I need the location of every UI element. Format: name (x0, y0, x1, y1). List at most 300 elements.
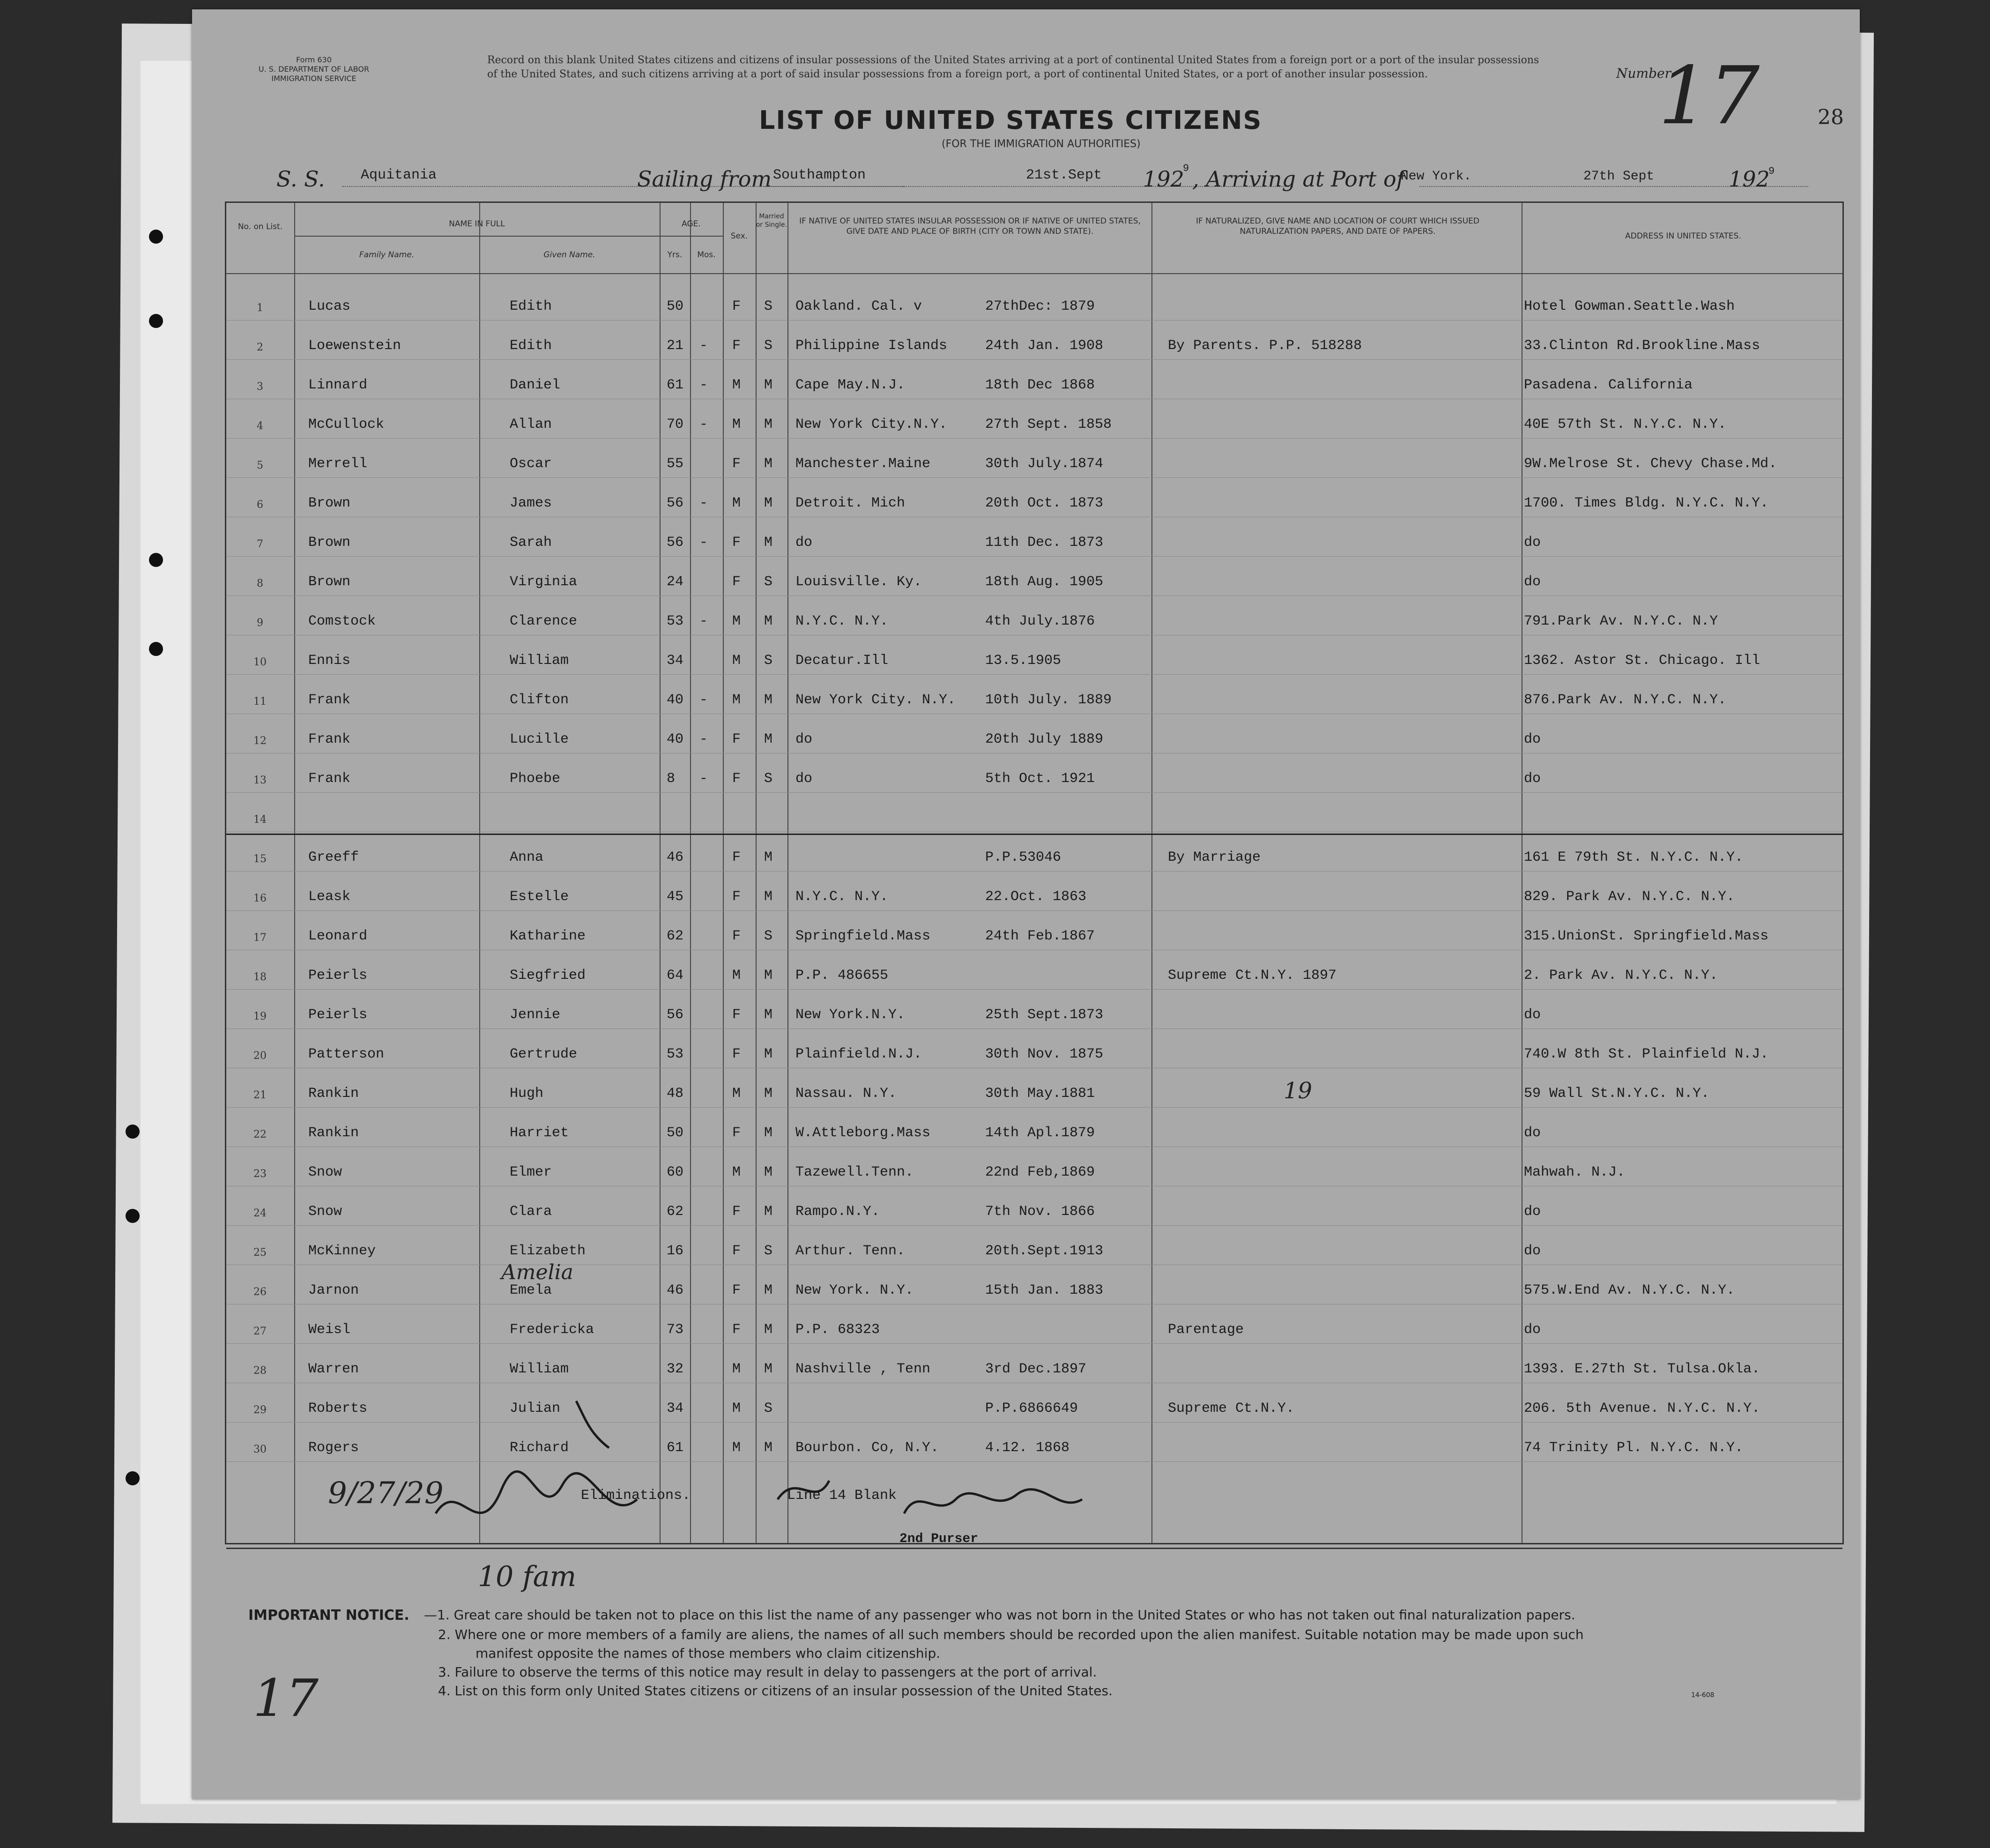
given-name: James (510, 495, 552, 511)
birth-place: New York.N.Y. (795, 1007, 906, 1023)
birth-place: Oakland. Cal. v (795, 298, 922, 314)
given-name: Harriet (510, 1125, 569, 1141)
age-years: 60 (667, 1164, 684, 1180)
arriving-label: , Arriving at Port of (1192, 166, 1404, 192)
given-name: Anna (510, 849, 544, 865)
birth-place: Nashville , Tenn (795, 1361, 931, 1377)
marital-status: M (764, 417, 773, 432)
given-name: Sarah (510, 535, 552, 551)
given-name: Clarence (510, 613, 578, 629)
marital-status: M (764, 968, 773, 984)
family-name: Loewenstein (308, 338, 401, 354)
birth-place: N.Y.C. N.Y. (795, 889, 889, 905)
row-rule (226, 792, 1842, 793)
family-name: Snow (308, 1164, 342, 1180)
birth-date: 27th Sept. 1858 (985, 417, 1112, 432)
row-rule (226, 1461, 1842, 1462)
marital-status: M (764, 731, 773, 747)
row-number: 30 (253, 1444, 267, 1455)
given-name: Phoebe (510, 771, 561, 787)
number-value: 17 (1658, 50, 1760, 142)
voyage-line (276, 163, 1846, 194)
age-months: - (699, 495, 708, 511)
ship-name: Aquitania (361, 167, 437, 183)
handwritten-amelia: Amelia (501, 1260, 573, 1284)
family-name: Peierls (308, 1007, 368, 1023)
row-number: 14 (253, 814, 267, 826)
family-name: Greeff (308, 849, 359, 865)
given-name: Jennie (510, 1007, 561, 1023)
birth-date: P.P.6866649 (985, 1401, 1078, 1416)
handwritten-17: 17 (253, 1668, 319, 1728)
birth-date: 30th July.1874 (985, 456, 1104, 472)
notice-3: 3. Failure to observe the terms of this notice may result in delay to passengers at the port of arrival. (438, 1664, 1097, 1680)
row-number: 26 (253, 1286, 267, 1298)
notice-2b: manifest opposite the names of those members who claim citizenship. (475, 1646, 941, 1661)
birth-date: 14th Apl.1879 (985, 1125, 1095, 1141)
year-digit: 9 (1183, 163, 1189, 174)
age-years: 16 (667, 1243, 684, 1259)
col-no: No. on List. (238, 222, 283, 231)
family-name: Merrell (308, 456, 368, 472)
row-rule (226, 1422, 1842, 1423)
age-months: - (699, 731, 708, 747)
marital-status: M (764, 1046, 773, 1062)
age-years: 56 (667, 1007, 684, 1023)
address: 40E 57th St. N.Y.C. N.Y. (1524, 417, 1727, 432)
family-name: Lucas (308, 298, 351, 314)
family-name: Patterson (308, 1046, 385, 1062)
eliminations-label: Eliminations. (581, 1488, 691, 1504)
birth-place: Manchester.Maine (795, 456, 931, 472)
age-years: 46 (667, 1282, 684, 1298)
family-name: Leask (308, 889, 351, 905)
family-name: Brown (308, 495, 351, 511)
family-name: Ennis (308, 653, 351, 669)
birth-place: Decatur.Ill (795, 653, 889, 669)
row-rule (226, 1028, 1842, 1029)
address: 575.W.End Av. N.Y.C. N.Y. (1524, 1282, 1735, 1298)
page-title: LIST OF UNITED STATES CITIZENS (759, 105, 1262, 135)
col-yrs: Yrs. (667, 250, 683, 260)
given-name: Hugh (510, 1086, 544, 1102)
given-name: Julian (510, 1401, 561, 1416)
row-number: 12 (253, 735, 267, 747)
sex: F (732, 1322, 741, 1338)
row-number: 1 (257, 302, 263, 314)
col-name-in-full: NAME IN FULL (449, 219, 505, 229)
address: 791.Park Av. N.Y.C. N.Y (1524, 613, 1718, 629)
purser-label: 2nd Purser (899, 1532, 979, 1546)
page-corner-number: 28 (1818, 105, 1844, 129)
family-name: Warren (308, 1361, 359, 1377)
sex: M (732, 692, 741, 708)
family-name: Roberts (308, 1401, 368, 1416)
col-mos: Mos. (697, 250, 716, 260)
row-rule (226, 359, 1842, 360)
birth-date: 15th Jan. 1883 (985, 1282, 1104, 1298)
age-years: 40 (667, 731, 684, 747)
birth-date: 20th.Sept.1913 (985, 1243, 1104, 1259)
age-years: 55 (667, 456, 684, 472)
age-years: 62 (667, 928, 684, 944)
punch-hole (149, 553, 163, 567)
address: 1700. Times Bldg. N.Y.C. N.Y. (1524, 495, 1769, 511)
age-years: 34 (667, 1401, 684, 1416)
address: 1362. Astor St. Chicago. Ill (1524, 653, 1760, 669)
birth-date: 20th July 1889 (985, 731, 1104, 747)
row-number: 10 (253, 656, 267, 668)
birth-date: 18th Aug. 1905 (985, 574, 1104, 590)
age-years: 53 (667, 613, 684, 629)
col-married: Married or Single. (756, 213, 787, 229)
port-from: Southampton (773, 167, 866, 183)
marital-status: M (764, 456, 773, 472)
birth-date: 4.12. 1868 (985, 1440, 1070, 1456)
birth-place: Louisville. Ky. (795, 574, 922, 590)
given-name: Elmer (510, 1164, 552, 1180)
punch-hole (149, 642, 163, 656)
family-name: Peierls (308, 968, 368, 984)
address: 74 Trinity Pl. N.Y.C. N.Y. (1524, 1440, 1744, 1456)
sex: M (732, 1440, 741, 1456)
sail-date: 21st.Sept (1026, 167, 1102, 183)
given-name: Lucille (510, 731, 569, 747)
family-name: Comstock (308, 613, 376, 629)
age-months: - (699, 377, 708, 393)
address: 33.Clinton Rd.Brookline.Mass (1524, 338, 1760, 354)
age-years: 24 (667, 574, 684, 590)
marital-status: M (764, 849, 773, 865)
notice-label: IMPORTANT NOTICE. (248, 1607, 409, 1624)
sex: M (732, 1401, 741, 1416)
birth-place: New York. N.Y. (795, 1282, 914, 1298)
birth-place: Rampo.N.Y. (795, 1204, 880, 1220)
birth-place: Nassau. N.Y. (795, 1086, 897, 1102)
marital-status: M (764, 1440, 773, 1456)
address: do (1524, 1322, 1541, 1338)
year-prefix: 192 (1143, 166, 1184, 192)
family-name: Frank (308, 692, 351, 708)
address: 315.UnionSt. Springfield.Mass (1524, 928, 1769, 944)
sex: F (732, 535, 741, 551)
age-years: 50 (667, 1125, 684, 1141)
row-number: 24 (253, 1207, 267, 1219)
age-months: - (699, 338, 708, 354)
sex: F (732, 298, 741, 314)
marital-status: M (764, 495, 773, 511)
family-name: Frank (308, 731, 351, 747)
row-number: 22 (253, 1129, 267, 1140)
marital-status: M (764, 535, 773, 551)
row-rule (226, 1343, 1842, 1344)
row-number: 9 (257, 617, 263, 629)
family-name: McCullock (308, 417, 385, 432)
handwritten-10-fam: 10 fam (478, 1560, 577, 1593)
sex: M (732, 653, 741, 669)
sex: F (732, 731, 741, 747)
given-name: Gertrude (510, 1046, 578, 1062)
birth-place: Arthur. Tenn. (795, 1243, 906, 1259)
row-rule (226, 910, 1842, 911)
row-rule (226, 674, 1842, 675)
col-naturalized: IF NATURALIZED, GIVE NAME AND LOCATION OF COURT WHICH ISSUED NATURALIZATION PAPERS, AND DATE OF PAPERS. (1195, 216, 1479, 236)
port-to: New York. (1401, 169, 1472, 184)
col-family: Family Name. (359, 250, 415, 260)
address: 876.Park Av. N.Y.C. N.Y. (1524, 692, 1727, 708)
marital-status: M (764, 1086, 773, 1102)
family-name: Linnard (308, 377, 368, 393)
age-years: 61 (667, 377, 684, 393)
birth-date: 7th Nov. 1866 (985, 1204, 1095, 1220)
age-months: - (699, 613, 708, 629)
age-years: 62 (667, 1204, 684, 1220)
birth-date: 13.5.1905 (985, 653, 1062, 669)
address: do (1524, 1243, 1541, 1259)
sex: F (732, 338, 741, 354)
row-number: 17 (253, 932, 267, 944)
naturalization: Parentage (1168, 1322, 1244, 1338)
given-name: Edith (510, 298, 552, 314)
age-years: 61 (667, 1440, 684, 1456)
address: 1393. E.27th St. Tulsa.Okla. (1524, 1361, 1760, 1377)
row-number: 28 (253, 1365, 267, 1377)
family-name: Snow (308, 1204, 342, 1220)
handwritten-date: 9/27/29 (328, 1476, 444, 1511)
row-rule (226, 556, 1842, 557)
family-name: Weisl (308, 1322, 351, 1338)
marital-status: S (764, 298, 773, 314)
birth-date: 3rd Dec.1897 (985, 1361, 1087, 1377)
punch-hole (126, 1209, 140, 1223)
given-name: Oscar (510, 456, 552, 472)
ss-label: S. S. (276, 166, 325, 192)
age-years: 8 (667, 771, 676, 787)
birth-date: 22.Oct. 1863 (985, 889, 1087, 905)
punch-hole (126, 1125, 140, 1139)
given-name: Edith (510, 338, 552, 354)
given-name: Daniel (510, 377, 561, 393)
family-name: Rankin (308, 1125, 359, 1141)
age-years: 50 (667, 298, 684, 314)
age-years: 45 (667, 889, 684, 905)
address: do (1524, 1204, 1541, 1220)
age-years: 73 (667, 1322, 684, 1338)
family-name: Leonard (308, 928, 368, 944)
family-name: Rankin (308, 1086, 359, 1102)
given-name: Clara (510, 1204, 552, 1220)
row-rule (226, 1107, 1842, 1108)
given-name: Richard (510, 1440, 569, 1456)
row-number: 7 (257, 538, 263, 550)
sex: F (732, 574, 741, 590)
notice-2a: 2. Where one or more members of a family are aliens, the names of all such members should be recorded upon the alien manifest. Suitable notation may be made upon such (438, 1627, 1584, 1642)
sex: F (732, 1204, 741, 1220)
sex: M (732, 613, 741, 629)
col-given: Given Name. (543, 250, 595, 260)
birth-place: do (795, 771, 813, 787)
birth-place: P.P. 68323 (795, 1322, 880, 1338)
form-instructions: Record on this blank United States citizens and citizens of insular possessions of the United States arriving at a port of continental United States from a foreign port or a port of the insular possessions of the United States, and such citizens arriving at a port of said insular possessions from a foreign port, a port of continental United States, or a port of another insular possession. (487, 54, 1539, 80)
notice-4: 4. List on this form only United States citizens or citizens of an insular possession of the United States. (438, 1683, 1113, 1699)
marital-status: S (764, 338, 773, 354)
marital-status: M (764, 1361, 773, 1377)
naturalization: Supreme Ct.N.Y. (1168, 1401, 1295, 1416)
punch-hole (126, 1471, 140, 1485)
marital-status: S (764, 771, 773, 787)
birth-date: 11th Dec. 1873 (985, 535, 1104, 551)
birth-date: 22nd Feb,1869 (985, 1164, 1095, 1180)
form-code: 14-608 (1691, 1692, 1715, 1699)
marital-status: M (764, 1204, 773, 1220)
marital-status: M (764, 1007, 773, 1023)
row-number: 8 (257, 578, 263, 589)
service-name: IMMIGRATION SERVICE (271, 74, 356, 83)
address: 9W.Melrose St. Chevy Chase.Md. (1524, 456, 1777, 472)
marital-status: M (764, 889, 773, 905)
birth-place: N.Y.C. N.Y. (795, 613, 889, 629)
marital-status: M (764, 1322, 773, 1338)
birth-date: 18th Dec 1868 (985, 377, 1095, 393)
sex: F (732, 849, 741, 865)
given-name: Virginia (510, 574, 578, 590)
row-number: 11 (253, 696, 267, 708)
marital-status: M (764, 613, 773, 629)
given-name: Clifton (510, 692, 569, 708)
sailing-from-label: Sailing from (637, 166, 772, 192)
age-months: - (699, 692, 708, 708)
birth-place: W.Attleborg.Mass (795, 1125, 931, 1141)
address: Hotel Gowman.Seattle.Wash (1524, 298, 1735, 314)
row-number: 29 (253, 1404, 267, 1416)
birth-place: Cape May.N.J. (795, 377, 906, 393)
address: do (1524, 574, 1541, 590)
sex: F (732, 1282, 741, 1298)
year-digit-2: 9 (1768, 165, 1775, 177)
col-birth: IF NATIVE OF UNITED STATES INSULAR POSSESSION OR IF NATIVE OF UNITED STATES, GIVE DATE AND PLACE OF BIRTH (CITY OR TOWN AND STATE). (799, 216, 1141, 236)
sex: F (732, 771, 741, 787)
age-months: - (699, 535, 708, 551)
address: Mahwah. N.J. (1524, 1164, 1626, 1180)
sex: M (732, 968, 741, 984)
marital-status: S (764, 928, 773, 944)
row-number: 3 (257, 381, 263, 393)
address: 59 Wall St.N.Y.C. N.Y. (1524, 1086, 1710, 1102)
given-name: Fredericka (510, 1322, 594, 1338)
row-number: 18 (253, 971, 267, 983)
number-label: Number (1616, 66, 1671, 81)
birth-date: 4th July.1876 (985, 613, 1095, 629)
col-sex: Sex. (730, 231, 748, 241)
given-name: Allan (510, 417, 552, 432)
marital-status: M (764, 1164, 773, 1180)
section-divider (226, 834, 1842, 835)
marital-status: S (764, 574, 773, 590)
sex: F (732, 456, 741, 472)
birth-place: Springfield.Mass (795, 928, 931, 944)
marital-status: S (764, 1243, 773, 1259)
row-number: 4 (257, 420, 263, 432)
row-number: 2 (257, 342, 263, 353)
naturalization: Supreme Ct.N.Y. 1897 (1168, 968, 1337, 984)
age-years: 46 (667, 849, 684, 865)
year-prefix-2: 192 (1729, 166, 1770, 192)
given-name: Katharine (510, 928, 586, 944)
notice-1: —1. Great care should be taken not to place on this list the name of any passenger who was not born in the United States or who has not taken out final naturalization papers. (424, 1607, 1575, 1623)
sex: F (732, 1125, 741, 1141)
marital-status: M (764, 692, 773, 708)
dept-name: U. S. DEPARTMENT OF LABOR (258, 65, 370, 74)
birth-date: 20th Oct. 1873 (985, 495, 1104, 511)
birth-date: 27thDec: 1879 (985, 298, 1095, 314)
age-years: 34 (667, 653, 684, 669)
sex: F (732, 1007, 741, 1023)
given-name: Estelle (510, 889, 569, 905)
naturalization: By Parents. P.P. 518288 (1168, 338, 1362, 354)
row-number: 13 (253, 775, 267, 786)
age-years: 56 (667, 495, 684, 511)
col-address: ADDRESS IN UNITED STATES. (1625, 231, 1741, 241)
punch-hole (149, 314, 163, 328)
given-name: William (510, 1361, 569, 1377)
family-name: Brown (308, 574, 351, 590)
address: 161 E 79th St. N.Y.C. N.Y. (1524, 849, 1744, 865)
sex: F (732, 889, 741, 905)
age-years: 32 (667, 1361, 684, 1377)
age-years: 56 (667, 535, 684, 551)
birth-date: 5th Oct. 1921 (985, 771, 1095, 787)
sex: M (732, 417, 741, 432)
col-age: AGE. (682, 219, 701, 229)
row-number: 20 (253, 1050, 267, 1062)
family-name: Brown (308, 535, 351, 551)
row-rule (226, 989, 1842, 990)
birth-date: 10th July. 1889 (985, 692, 1112, 708)
sex: M (732, 495, 741, 511)
row-number: 16 (253, 893, 267, 904)
marital-status: M (764, 377, 773, 393)
birth-date: 25th Sept.1873 (985, 1007, 1104, 1023)
age-months: - (699, 771, 708, 787)
punch-hole (149, 230, 163, 244)
address: 829. Park Av. N.Y.C. N.Y. (1524, 889, 1735, 905)
passenger-table (225, 201, 1844, 1544)
family-name: Frank (308, 771, 351, 787)
row-rule (226, 1225, 1842, 1226)
row-rule (226, 871, 1842, 872)
address: do (1524, 1125, 1541, 1141)
row-rule (226, 477, 1842, 478)
birth-date: P.P.53046 (985, 849, 1062, 865)
birth-place: P.P. 486655 (795, 968, 889, 984)
age-months: - (699, 417, 708, 432)
page-subtitle: (FOR THE IMMIGRATION AUTHORITIES) (942, 138, 1141, 150)
address: do (1524, 1007, 1541, 1023)
sex: M (732, 1164, 741, 1180)
sex: M (732, 1361, 741, 1377)
birth-date: 30th May.1881 (985, 1086, 1095, 1102)
address: do (1524, 771, 1541, 787)
sex: M (732, 1086, 741, 1102)
row-number: 25 (253, 1247, 267, 1259)
form-number: Form 630 (296, 55, 332, 64)
row-number: 6 (257, 499, 263, 511)
address: Pasadena. California (1524, 377, 1693, 393)
handwritten-19: 19 (1284, 1078, 1313, 1104)
marital-status: S (764, 1401, 773, 1416)
form-header-block (244, 55, 384, 83)
birth-place: do (795, 731, 813, 747)
